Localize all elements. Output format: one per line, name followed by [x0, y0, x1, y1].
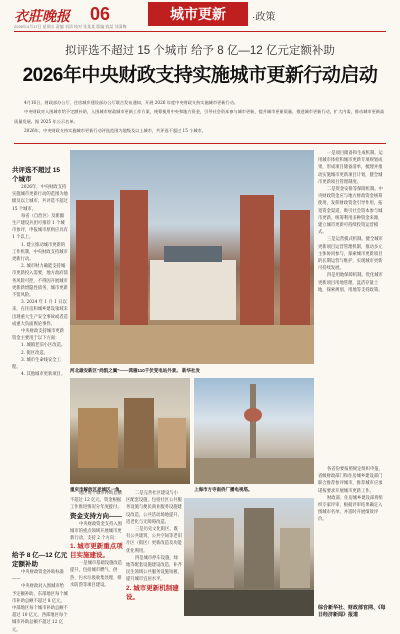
section-title: 城市更新: [148, 2, 248, 26]
column-2: [70, 490, 124, 589]
lead-rule: [14, 143, 386, 144]
column-4: [318, 150, 386, 294]
headline: 2026年中央财政支持实施城市更新行动启动: [22, 65, 378, 86]
section-heading: 2. 城市更新机制建设。: [126, 584, 179, 601]
date-line: 2026年4月17日 星期五 责编 刘清 校对 张某某 版编 钱某 刘清梅: [14, 24, 127, 29]
column-1-lower: [12, 551, 68, 634]
body-paragraph: 中央财政支持城市更新资金主要用于以下方面：: [12, 329, 64, 342]
body-paragraph: 3. 城市生命线安全工程。: [12, 357, 61, 371]
body-paragraph: 中央财政资金支持入围城市的重点领域开展城市更新行动，支持 2 个方向：: [70, 521, 122, 542]
body-paragraph: 3. 2024 年 1 月 1 日以来，在住房和城乡建设领域未出现重大生产安全事故或者造成重大负面舆论事件。: [12, 300, 68, 327]
section-heading: 资金支持方向——: [70, 512, 122, 520]
column-4-lower: [318, 466, 386, 524]
body-paragraph: 三是历史文化街区、既有公共建筑、公共空间等老旧片区（街区）更新改造及功能优化利用。: [126, 527, 182, 554]
masthead-rule: [14, 31, 386, 32]
body-paragraph: 财政部、住房城乡建设部将组织专家评审，根据评审结果确定入围城市名单，并适时开展绩效评价。: [318, 495, 383, 523]
body-paragraph: 二是资金安排等保障机制。中央财政资金应与地方财政资金统筹使用，发挥财政资金引导作用，拓宽资金渠道，吸引社会资本参与城市更新，统筹利用多种资金来源，建立城市更新可持续投资运营模式。: [318, 187, 383, 236]
section-subtitle: ·政策: [252, 12, 276, 23]
body-paragraph: 地区每个城市补助总额不超过 12 亿元。资金根据工作推进情况分年度拨付。: [70, 491, 122, 511]
section-heading: 给予 8 亿—12 亿元定额补助: [12, 552, 68, 568]
body-paragraph: 每省（自治区）及新疆生产建设兵团可推荐 1 个城市参评，申报城市原则应具有 1 个以上。: [12, 213, 68, 241]
body-paragraph: 二是完善社区建设与小区配套设施，包括社区公共服务设施与便民商业服务设施建设改造，公共活动场地提升，适老化与无障碍改造。: [126, 491, 182, 525]
tv-tower-photo-caption: 上海市方寺南侨厂播电视塔。: [194, 487, 253, 492]
body-paragraph: 1. 建立推动城市更新的工作机制，中央财政支持城市更新行动。: [12, 242, 68, 263]
main-photo-caption: 河北雄安新区“尚凯之翼”——鸿雁110千伏变电站外景。 新华社发: [70, 368, 201, 373]
body-paragraph: 2. 街区改造。: [21, 350, 48, 356]
tv-tower-photo: [194, 378, 314, 484]
street-photo: [184, 498, 314, 616]
body-paragraph: 中央财政资金补助标准——: [12, 570, 64, 583]
page-number: 06: [90, 4, 111, 24]
old-town-photo-caption: 重庆市解放区老城区一角。: [70, 487, 124, 492]
section-heading: 1. 城市更新重点项目实施建设。: [70, 543, 123, 560]
subheadline: 拟评选不超过 15 个城市 给予 8 亿—12 亿元定额补助: [65, 45, 335, 57]
body-paragraph: 一是城市基础设施改造提升，包括城市燃气、供热、污水垃圾收集处理、排水防涝等项目建设。: [70, 561, 122, 588]
body-paragraph: 各省份要按照规定组织申报，省级财政部门和住房城乡建设部门联合推荐参评城市，推荐城市应承诺按要求开展城市更新工作。: [318, 467, 383, 494]
lead-paragraph: 2026年，中央财政支持实施城市更新行动评选范围为地级及以上城市，共评选不超过 15 个城市。: [24, 127, 206, 133]
body-paragraph: 2. 城市财力确能支持城市更新投入需要，地方政府债务风险可控，不得因开展城市更新新增隐性债务，城市更新不留风险。: [12, 264, 68, 299]
body-paragraph: 三是运营模式机制。健全城市更新项目运营管理机制，推动多元主体协同参与，探索城市更新项目的长期运营与维护，实现城市更新可持续发展。: [318, 237, 383, 272]
body-paragraph: 4. 其他城市更新项目。: [21, 372, 66, 378]
body-paragraph: 1. 城镇老旧小区改造。: [21, 343, 66, 349]
body-paragraph: 四是城市停车设施、绿地等配套设施建设改造，补齐民生领域公共服务设施短板，提升城市宜居水平。: [126, 555, 182, 583]
body-paragraph: 四是用地保障机制。优化城市更新项目用地管理，盘活存量土地，探索规划、用地等支持政策。: [318, 273, 383, 293]
body-paragraph: 中央财政对入围城市给予定额补助，东部地区每个城市补助总额不超过 8 亿元，中部地区每个城市补助总额不超过 10 亿元，西部地区每个城市补助总额不超过 12 亿元。: [12, 584, 68, 633]
lead-paragraph: 4月16日，财政部办公厅、住房城乡建设部办公厅联合发布通知，开展 2026 年度中央财政支持实施城市更新行动。: [24, 100, 238, 105]
lead-paragraph: 中央财政对入围城市给予定额补助，入围城市财政城市更新工作方案，统筹使用中央和地方资金，引导社会资本参与城市更新，提升城市更新质量，推进城市更新行动，扩大内需，推动城市更新高质量发展。据 2025 年公示名单。: [14, 109, 385, 124]
old-town-photo: [70, 378, 190, 484]
column-1: [12, 166, 68, 378]
main-photo: [70, 150, 314, 364]
body-paragraph: 2026年，中央财政支持实施城市更新行动的范围为地级及以上城市，共评选不超过 15 个城市。: [12, 185, 68, 212]
paper-name: 衣莊晚报: [14, 9, 70, 25]
body-paragraph: 一是项目储备和生成机制。运用城市体检和城市更新专项规划成果，形成项目储备清单，梳理并推动实施城市更新项目计划，健全城市更新项目管理制度。: [318, 151, 383, 185]
source-note: 综合新华社、财政部官网、《每日经济新闻》报道: [318, 605, 386, 618]
column-3: [126, 490, 182, 602]
section-heading: 共评选不超过 15 个城市: [12, 167, 61, 183]
lead-paragraphs: [14, 98, 386, 135]
